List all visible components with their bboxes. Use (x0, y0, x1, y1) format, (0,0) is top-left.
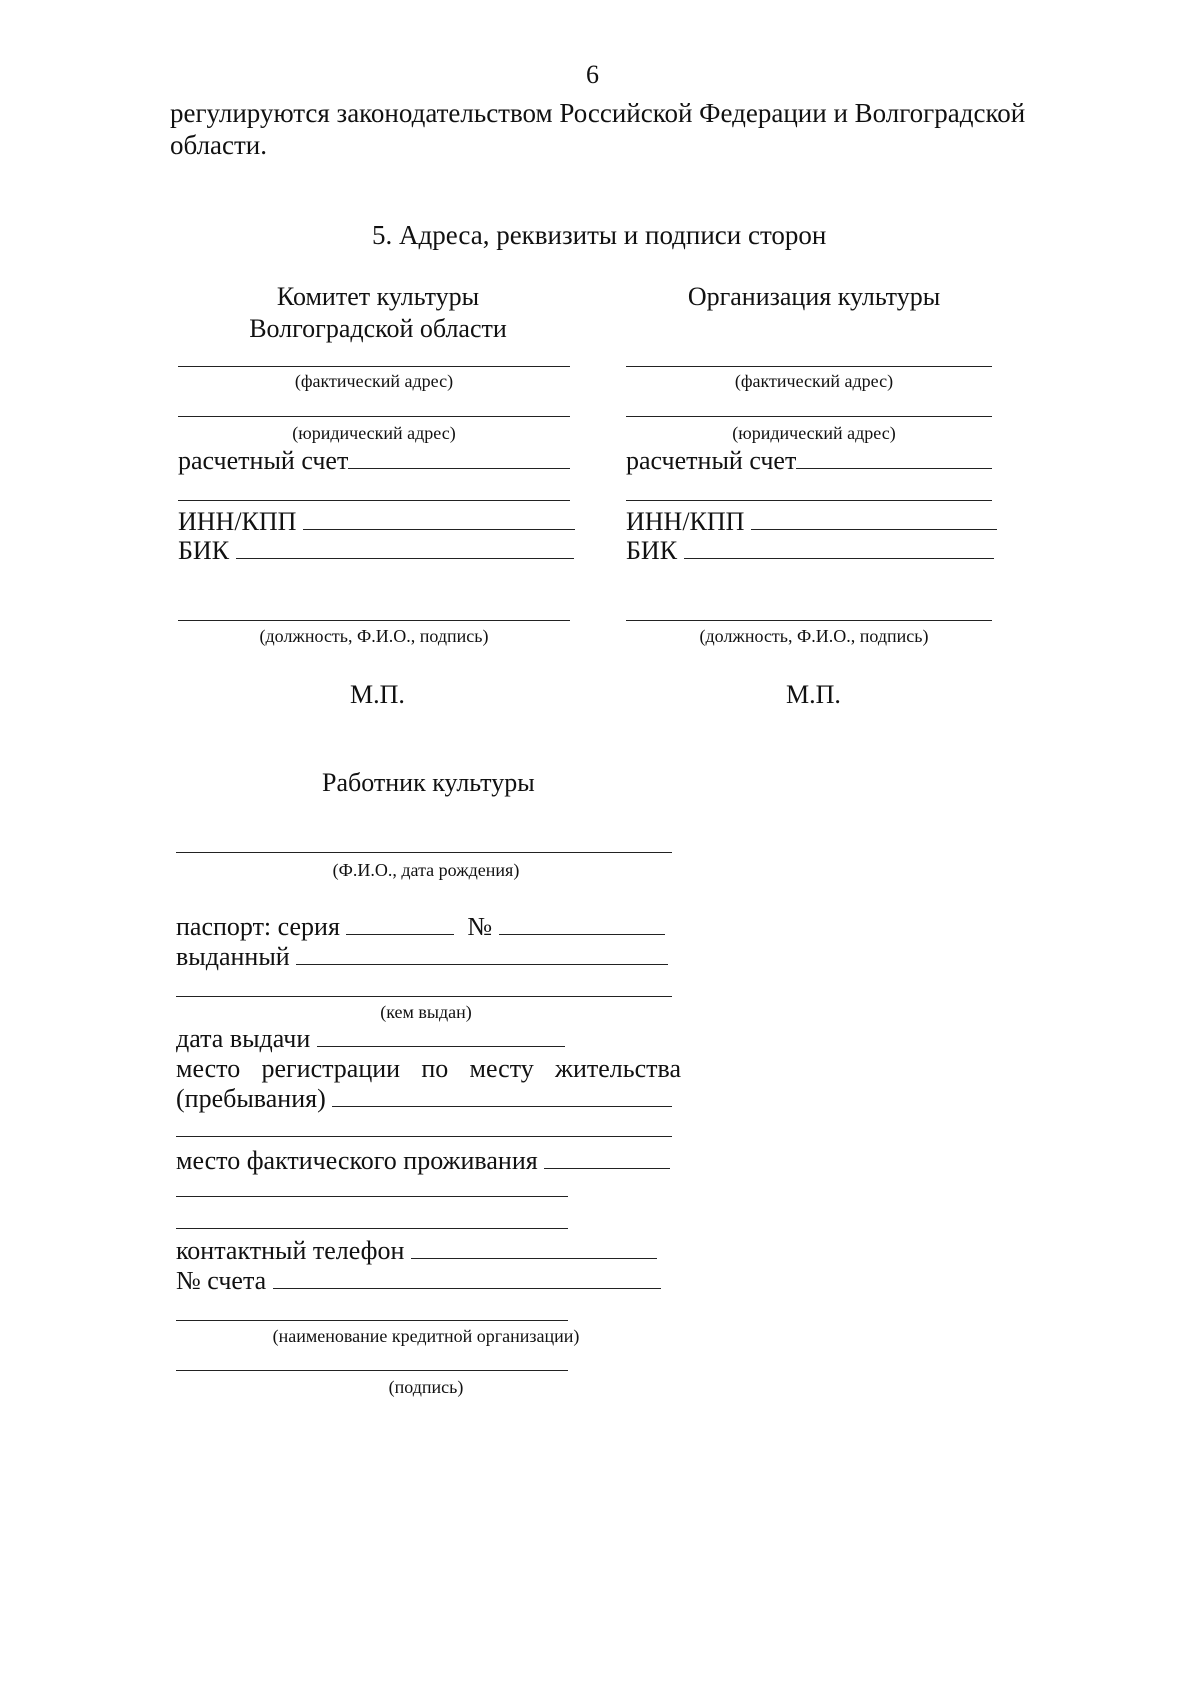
account-number-row (176, 1266, 661, 1296)
issued-label: выданный (176, 942, 290, 971)
right-bik-field[interactable] (684, 557, 994, 559)
left-party-title-line2: Волгоградской области (249, 314, 507, 343)
registration-field[interactable] (332, 1105, 672, 1107)
left-bik-field[interactable] (236, 557, 574, 559)
registration-row-2 (176, 1084, 672, 1114)
left-inn-field[interactable] (303, 528, 575, 530)
right-inn-row (626, 507, 997, 537)
right-bik-row (626, 536, 994, 566)
left-bik-row (178, 536, 574, 566)
worker-title: Работник культуры (322, 768, 535, 797)
phone-field[interactable] (411, 1257, 657, 1259)
worker-name-caption: (Ф.И.О., дата рождения) (332, 860, 520, 880)
issued-by-line[interactable] (176, 996, 672, 997)
account-number-label: № счета (176, 1266, 267, 1295)
left-party-title-line1: Комитет культуры (276, 282, 480, 311)
left-account-row (178, 446, 570, 476)
right-inn-label: ИНН/КПП (626, 507, 745, 536)
right-legal-address-line[interactable] (626, 416, 992, 417)
left-actual-address-caption: (фактический адрес) (294, 371, 454, 391)
account-number-field[interactable] (273, 1287, 661, 1289)
registration-row-1: место регистрации по месту жительства (176, 1054, 681, 1083)
phone-row (176, 1236, 657, 1266)
bank-line[interactable] (176, 1320, 568, 1321)
right-signature-caption: (должность, Ф.И.О., подпись) (699, 626, 929, 646)
passport-number-field[interactable] (499, 933, 665, 935)
worker-name-line[interactable] (176, 852, 672, 853)
right-signature-line[interactable] (626, 620, 992, 621)
left-account-label: расчетный счет (178, 446, 349, 475)
intro-line-2: области. (170, 130, 268, 160)
right-account-field[interactable] (796, 467, 992, 469)
right-account-line-2[interactable] (626, 500, 992, 501)
right-inn-field[interactable] (751, 528, 997, 530)
right-actual-address-caption: (фактический адрес) (734, 371, 894, 391)
passport-series-field[interactable] (346, 933, 454, 935)
worker-signature-caption: (подпись) (388, 1377, 464, 1397)
left-actual-address-line[interactable] (178, 366, 570, 367)
left-signature-caption: (должность, Ф.И.О., подпись) (259, 626, 489, 646)
left-party-title (178, 282, 578, 344)
intro-line-1: регулируются законодательством Российской Федерации и Волгоградской (170, 98, 1026, 128)
left-signature-line[interactable] (178, 620, 570, 621)
phone-label: контактный телефон (176, 1236, 405, 1265)
worker-signature-line[interactable] (176, 1370, 568, 1371)
left-legal-address-caption: (юридический адрес) (292, 423, 456, 443)
left-legal-address-line[interactable] (178, 416, 570, 417)
issued-row (176, 942, 668, 972)
issued-by-caption: (кем выдан) (380, 1002, 472, 1022)
left-account-line-2[interactable] (178, 500, 570, 501)
page-number: 6 (586, 60, 599, 89)
issued-field[interactable] (296, 963, 668, 965)
passport-number-label: № (467, 912, 493, 941)
right-account-row (626, 446, 992, 476)
residence-line-2[interactable] (176, 1196, 568, 1197)
passport-row (176, 912, 665, 942)
residence-row (176, 1146, 670, 1176)
bank-caption: (наименование кредитной организации) (272, 1326, 580, 1346)
right-bik-label: БИК (626, 536, 678, 565)
issue-date-label: дата выдачи (176, 1024, 311, 1053)
issue-date-field[interactable] (317, 1045, 565, 1047)
left-account-field[interactable] (348, 467, 570, 469)
section-title: 5. Адреса, реквизиты и подписи сторон (372, 220, 827, 250)
residence-label: место фактического проживания (176, 1146, 538, 1175)
passport-label: паспорт: серия (176, 912, 340, 941)
registration-label: (пребывания) (176, 1084, 326, 1113)
right-party-title: Организация культуры (687, 282, 941, 311)
right-stamp: М.П. (786, 680, 841, 709)
residence-line-3[interactable] (176, 1228, 568, 1229)
residence-field[interactable] (544, 1167, 670, 1169)
left-inn-label: ИНН/КПП (178, 507, 297, 536)
issue-date-row (176, 1024, 565, 1054)
right-legal-address-caption: (юридический адрес) (732, 423, 896, 443)
registration-line-2[interactable] (176, 1136, 672, 1137)
right-actual-address-line[interactable] (626, 366, 992, 367)
left-inn-row (178, 507, 575, 537)
left-stamp: М.П. (350, 680, 405, 709)
right-account-label: расчетный счет (626, 446, 797, 475)
left-bik-label: БИК (178, 536, 230, 565)
